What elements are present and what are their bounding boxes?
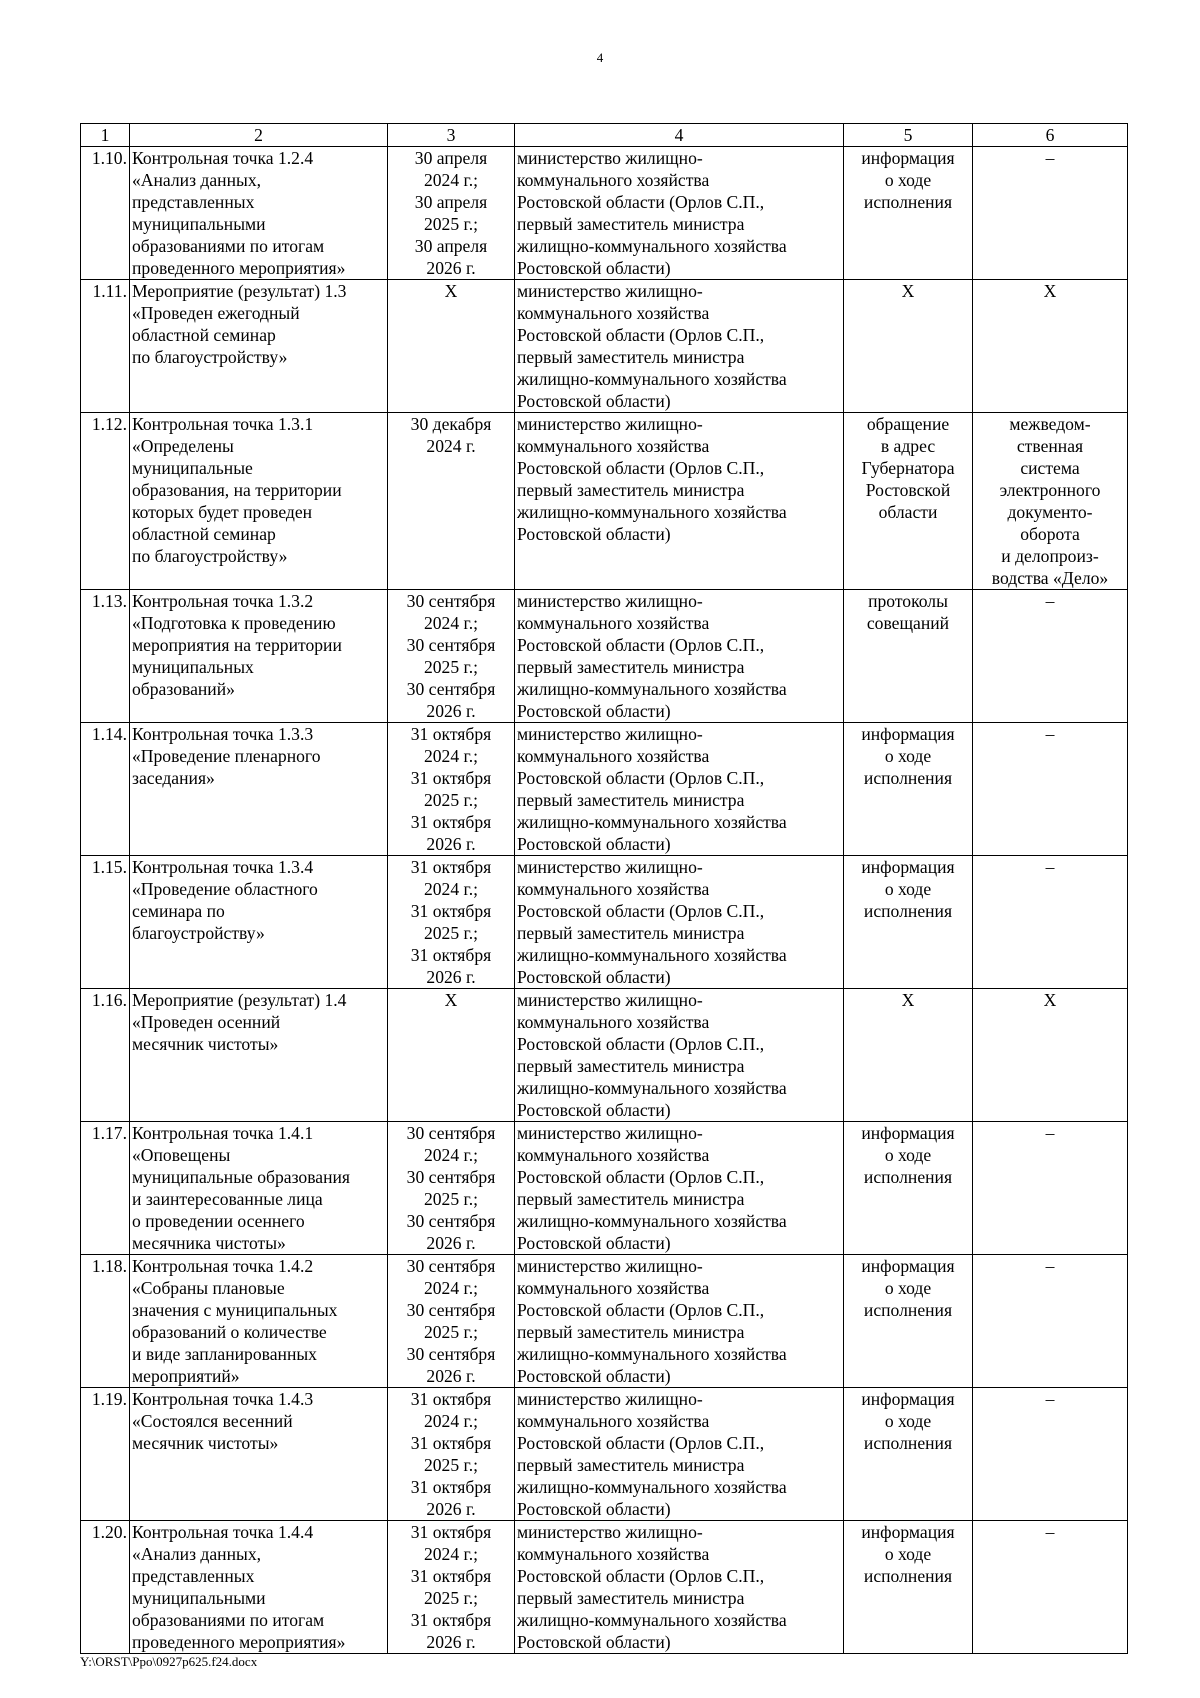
table-row [81, 1122, 1128, 1255]
task-name-cell: Контрольная точка 1.4.4 «Анализ данных, представленных муниципальными образованиями по итогам проведенного мероприятия» [130, 1521, 388, 1654]
document-cell: информация о ходе исполнения [844, 856, 973, 989]
responsible-cell: министерство жилищно- коммунального хозяйства Ростовской области (Орлов С.П., первый заместитель министра жилищно-коммунального хозяйства Ростовской области) [515, 1521, 844, 1654]
column-header-2: 2 [130, 124, 388, 147]
document-cell: информация о ходе исполнения [844, 1521, 973, 1654]
column-header-6: 6 [973, 124, 1128, 147]
system-cell: – [973, 723, 1128, 856]
responsible-cell: министерство жилищно- коммунального хозяйства Ростовской области (Орлов С.П., первый заместитель министра жилищно-коммунального хозяйства Ростовской области) [515, 147, 844, 280]
system-cell: – [973, 1255, 1128, 1388]
task-name-cell: Контрольная точка 1.3.2 «Подготовка к проведению мероприятия на территории муниципальных образований» [130, 590, 388, 723]
document-cell: информация о ходе исполнения [844, 1122, 973, 1255]
table-row [81, 989, 1128, 1122]
deadline-cell: 30 сентября 2024 г.; 30 сентября 2025 г.; 30 сентября 2026 г. [388, 1122, 515, 1255]
document-cell: Х [844, 989, 973, 1122]
column-header-1: 1 [81, 124, 130, 147]
responsible-cell: министерство жилищно- коммунального хозяйства Ростовской области (Орлов С.П., первый заместитель министра жилищно-коммунального хозяйства Ростовской области) [515, 723, 844, 856]
table-body [81, 147, 1128, 1654]
row-number-cell: 1.19. [81, 1388, 130, 1521]
responsible-cell: министерство жилищно- коммунального хозяйства Ростовской области (Орлов С.П., первый заместитель министра жилищно-коммунального хозяйства Ростовской области) [515, 856, 844, 989]
responsible-cell: министерство жилищно- коммунального хозяйства Ростовской области (Орлов С.П., первый заместитель министра жилищно-коммунального хозяйства Ростовской области) [515, 1255, 844, 1388]
system-cell: – [973, 1122, 1128, 1255]
responsible-cell: министерство жилищно- коммунального хозяйства Ростовской области (Орлов С.П., первый заместитель министра жилищно-коммунального хозяйства Ростовской области) [515, 989, 844, 1122]
task-name-cell: Контрольная точка 1.4.1 «Оповещены муниципальные образования и заинтересованные лица о проведении осеннего месячника чистоты» [130, 1122, 388, 1255]
row-number-cell: 1.12. [81, 413, 130, 590]
document-cell: информация о ходе исполнения [844, 1388, 973, 1521]
table-row [81, 280, 1128, 413]
table-row [81, 590, 1128, 723]
table-row [81, 147, 1128, 280]
system-cell: – [973, 1388, 1128, 1521]
responsible-cell: министерство жилищно- коммунального хозяйства Ростовской области (Орлов С.П., первый заместитель министра жилищно-коммунального хозяйства Ростовской области) [515, 590, 844, 723]
deadline-cell: 31 октября 2024 г.; 31 октября 2025 г.; 31 октября 2026 г. [388, 1521, 515, 1654]
task-name-cell: Мероприятие (результат) 1.3 «Проведен ежегодный областной семинар по благоустройству» [130, 280, 388, 413]
task-name-cell: Контрольная точка 1.4.2 «Собраны плановые значения с муниципальных образований о количестве и виде запланированных мероприятий» [130, 1255, 388, 1388]
deadline-cell: 30 сентября 2024 г.; 30 сентября 2025 г.; 30 сентября 2026 г. [388, 590, 515, 723]
system-cell: межведом- ственная система электронного документо- оборота и делопроиз- водства «Дело» [973, 413, 1128, 590]
deadline-cell: 31 октября 2024 г.; 31 октября 2025 г.; 31 октября 2026 г. [388, 723, 515, 856]
row-number-cell: 1.13. [81, 590, 130, 723]
deadline-cell: Х [388, 280, 515, 413]
system-cell: – [973, 1521, 1128, 1654]
system-cell: Х [973, 280, 1128, 413]
system-cell: – [973, 147, 1128, 280]
row-number-cell: 1.10. [81, 147, 130, 280]
document-cell: обращение в адрес Губернатора Ростовской области [844, 413, 973, 590]
file-path-footer: Y:\ORST\Ppo\0927p625.f24.docx [80, 1654, 258, 1669]
deadline-cell: 30 декабря 2024 г. [388, 413, 515, 590]
document-cell: информация о ходе исполнения [844, 723, 973, 856]
responsible-cell: министерство жилищно- коммунального хозяйства Ростовской области (Орлов С.П., первый заместитель министра жилищно-коммунального хозяйства Ростовской области) [515, 1388, 844, 1521]
document-cell: информация о ходе исполнения [844, 147, 973, 280]
column-header-3: 3 [388, 124, 515, 147]
system-cell: – [973, 856, 1128, 989]
column-header-4: 4 [515, 124, 844, 147]
document-cell: информация о ходе исполнения [844, 1255, 973, 1388]
task-name-cell: Контрольная точка 1.3.4 «Проведение областного семинара по благоустройству» [130, 856, 388, 989]
table-row [81, 1255, 1128, 1388]
task-name-cell: Контрольная точка 1.2.4 «Анализ данных, представленных муниципальными образованиями по итогам проведенного мероприятия» [130, 147, 388, 280]
deadline-cell: 30 сентября 2024 г.; 30 сентября 2025 г.; 30 сентября 2026 г. [388, 1255, 515, 1388]
row-number-cell: 1.11. [81, 280, 130, 413]
plan-table [80, 123, 1128, 1654]
row-number-cell: 1.17. [81, 1122, 130, 1255]
column-header-5: 5 [844, 124, 973, 147]
deadline-cell: 31 октября 2024 г.; 31 октября 2025 г.; 31 октября 2026 г. [388, 856, 515, 989]
system-cell: – [973, 590, 1128, 723]
task-name-cell: Контрольная точка 1.3.3 «Проведение пленарного заседания» [130, 723, 388, 856]
table-header [81, 124, 1128, 147]
table-row [81, 1388, 1128, 1521]
document-cell: Х [844, 280, 973, 413]
table-row [81, 413, 1128, 590]
table-row [81, 1521, 1128, 1654]
row-number-cell: 1.20. [81, 1521, 130, 1654]
table-row [81, 723, 1128, 856]
header-row [81, 124, 1128, 147]
system-cell: Х [973, 989, 1128, 1122]
deadline-cell: 30 апреля 2024 г.; 30 апреля 2025 г.; 30 апреля 2026 г. [388, 147, 515, 280]
row-number-cell: 1.14. [81, 723, 130, 856]
task-name-cell: Контрольная точка 1.3.1 «Определены муниципальные образования, на территории которых будет проведен областной семинар по благоустройству» [130, 413, 388, 590]
task-name-cell: Мероприятие (результат) 1.4 «Проведен осенний месячник чистоты» [130, 989, 388, 1122]
row-number-cell: 1.15. [81, 856, 130, 989]
responsible-cell: министерство жилищно- коммунального хозяйства Ростовской области (Орлов С.П., первый заместитель министра жилищно-коммунального хозяйства Ростовской области) [515, 280, 844, 413]
row-number-cell: 1.16. [81, 989, 130, 1122]
responsible-cell: министерство жилищно- коммунального хозяйства Ростовской области (Орлов С.П., первый заместитель министра жилищно-коммунального хозяйства Ростовской области) [515, 1122, 844, 1255]
row-number-cell: 1.18. [81, 1255, 130, 1388]
deadline-cell: Х [388, 989, 515, 1122]
deadline-cell: 31 октября 2024 г.; 31 октября 2025 г.; 31 октября 2026 г. [388, 1388, 515, 1521]
document-cell: протоколы совещаний [844, 590, 973, 723]
responsible-cell: министерство жилищно- коммунального хозяйства Ростовской области (Орлов С.П., первый заместитель министра жилищно-коммунального хозяйства Ростовской области) [515, 413, 844, 590]
table-row [81, 856, 1128, 989]
task-name-cell: Контрольная точка 1.4.3 «Состоялся весенний месячник чистоты» [130, 1388, 388, 1521]
page-number: 4 [596, 50, 604, 65]
